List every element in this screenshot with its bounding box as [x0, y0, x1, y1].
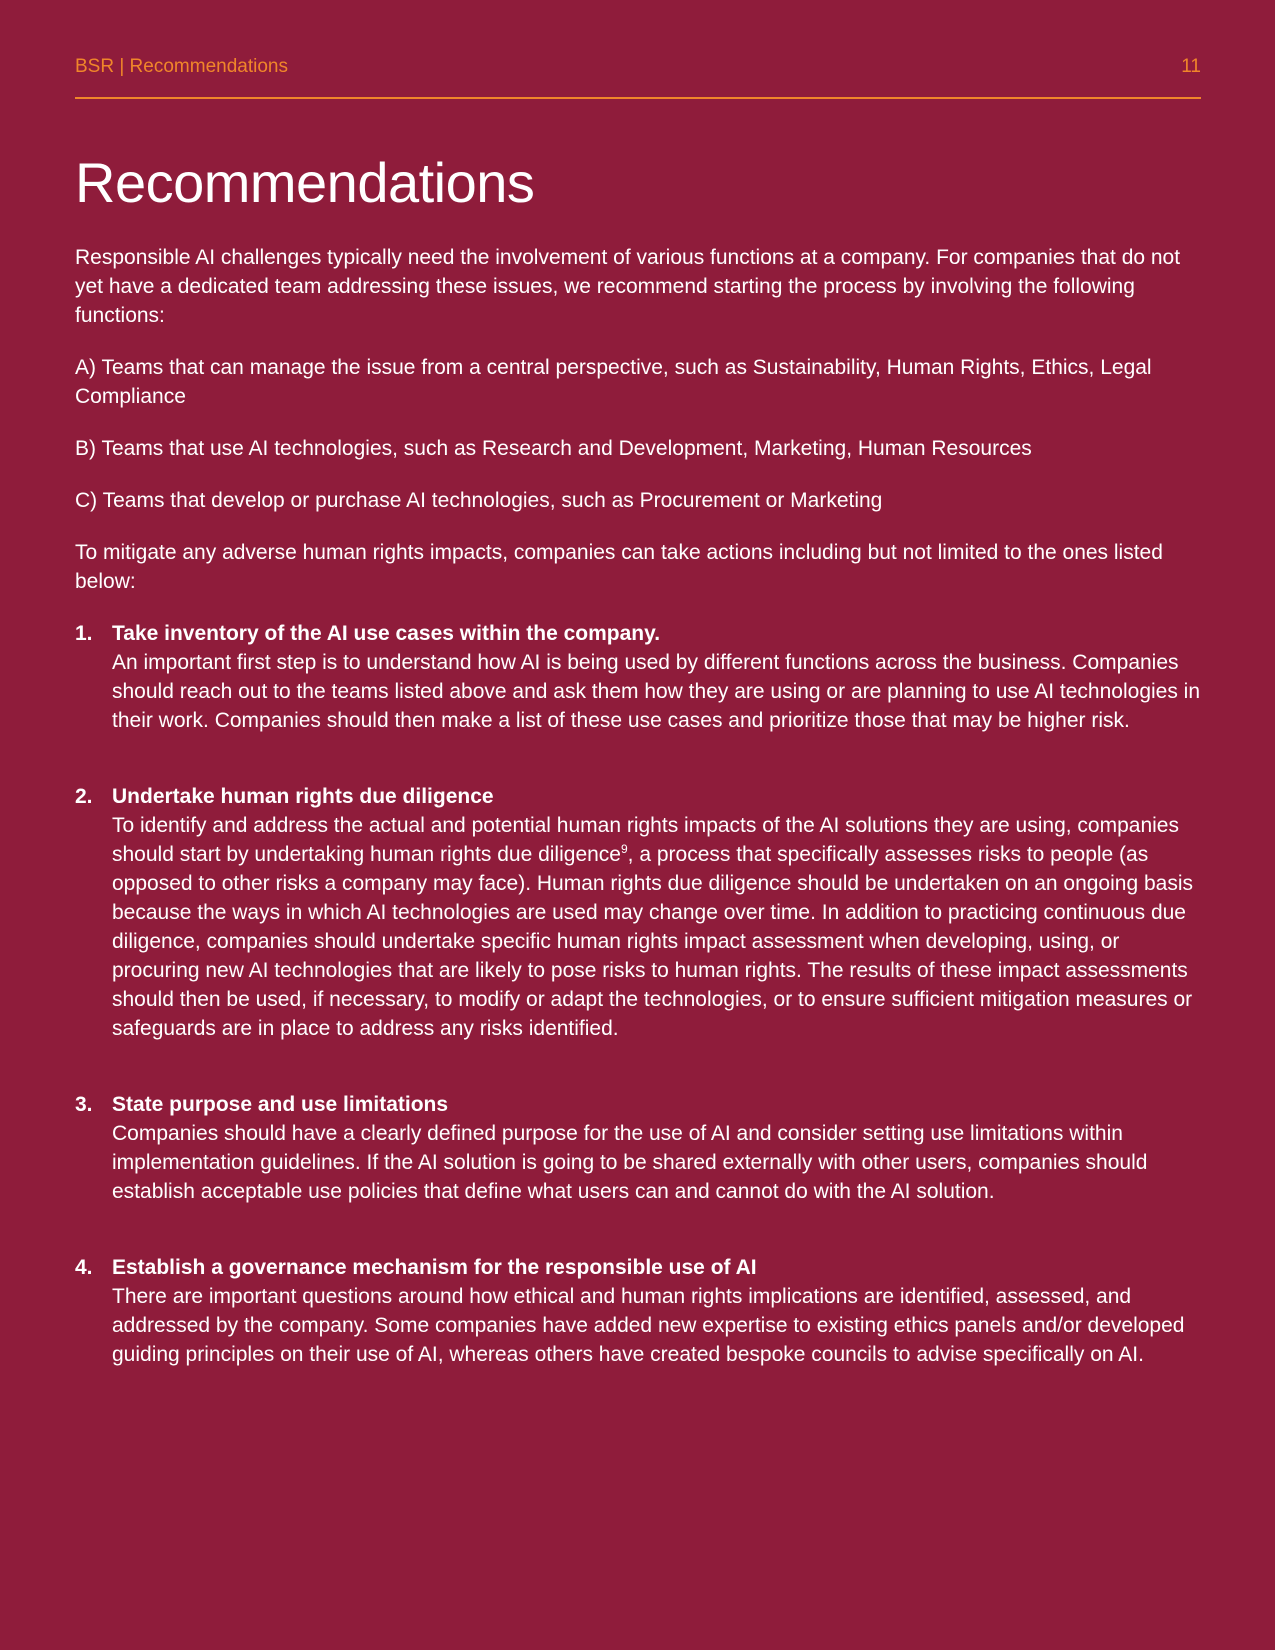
function-item-c: C) Teams that develop or purchase AI technologies, such as Procurement or Marketing — [75, 489, 883, 512]
recommendation-text: To identify and address the actual and potential human rights impacts of the AI solutions they are using, companies should start by undertaking human rights due diligence — [112, 814, 1179, 866]
page-title: Recommendations — [75, 151, 535, 214]
recommendation-title: Take inventory of the AI use cases within the company. — [112, 622, 661, 645]
running-header — [75, 56, 1201, 78]
header-rule — [75, 97, 1201, 99]
body-text — [75, 243, 1201, 1416]
recommendation-item — [75, 619, 1201, 735]
function-item-b: B) Teams that use AI technologies, such as Research and Development, Marketing, Human Resources — [75, 437, 1032, 460]
footnote-reference: 9 — [620, 842, 628, 856]
running-title: BSR | Recommendations — [75, 56, 288, 77]
recommendation-title: Undertake human rights due diligence — [112, 785, 494, 808]
page-number: 11 — [1181, 56, 1201, 77]
recommendation-item — [75, 1253, 1201, 1369]
recommendation-text: There are important questions around how ethical and human rights implications are identified, assessed, and addressed by the company. Some companies have added new expertise to existing ethics panels and/or developed guiding principles on their use of AI, whereas others have created bespoke councils to advise specifically on AI. — [112, 1285, 1185, 1366]
recommendation-number: 4. — [75, 1256, 93, 1279]
recommendation-number: 3. — [75, 1093, 93, 1116]
recommendation-text: An important first step is to understand how AI is being used by different functions across the business. Companies should reach out to the teams listed above and ask them how they are using or are planning to use AI technologies in their work. Companies should then make a list of these use cases and prioritize those that may be higher risk. — [112, 651, 1201, 732]
intro-paragraph: Responsible AI challenges typically need the involvement of various functions at a company. For companies that do not yet have a dedicated team addressing these issues, we recommend starting the process by involving the following functions: — [75, 246, 1181, 327]
recommendation-number: 1. — [75, 622, 93, 645]
function-item-a: A) Teams that can manage the issue from a central perspective, such as Sustainability, Human Rights, Ethics, Legal Compliance — [75, 356, 1152, 408]
recommendation-number: 2. — [75, 785, 93, 808]
recommendations-list — [75, 619, 1201, 1369]
recommendation-item — [75, 1090, 1201, 1206]
recommendation-item — [75, 782, 1201, 1043]
recommendation-title: State purpose and use limitations — [112, 1093, 449, 1116]
recommendation-text: Companies should have a clearly defined purpose for the use of AI and consider setting use limitations within implementation guidelines. If the AI solution is going to be shared externally with other users, companies should establish acceptable use policies that define what users can and cannot do with the AI solution. — [112, 1122, 1148, 1203]
recommendation-text-continued: , a process that specifically assesses risks to people (as opposed to other risks a company may face). Human rights due diligence should be undertaken on an ongoing basis because the ways in which AI technologies are used may change over time. In addition to practicing continuous due diligence, companies should undertake specific human rights impact assessment when developing, using, or procuring new AI technologies that are likely to pose risks to human rights. The results of these impact assessments should then be used, if necessary, to modify or adapt the technologies, or to ensure sufficient mitigation measures or safeguards are in place to address any risks identified. — [112, 843, 1193, 1040]
recommendation-title: Establish a governance mechanism for the responsible use of AI — [112, 1256, 757, 1279]
actions-intro-paragraph: To mitigate any adverse human rights impacts, companies can take actions including but not limited to the ones listed below: — [75, 541, 1163, 593]
